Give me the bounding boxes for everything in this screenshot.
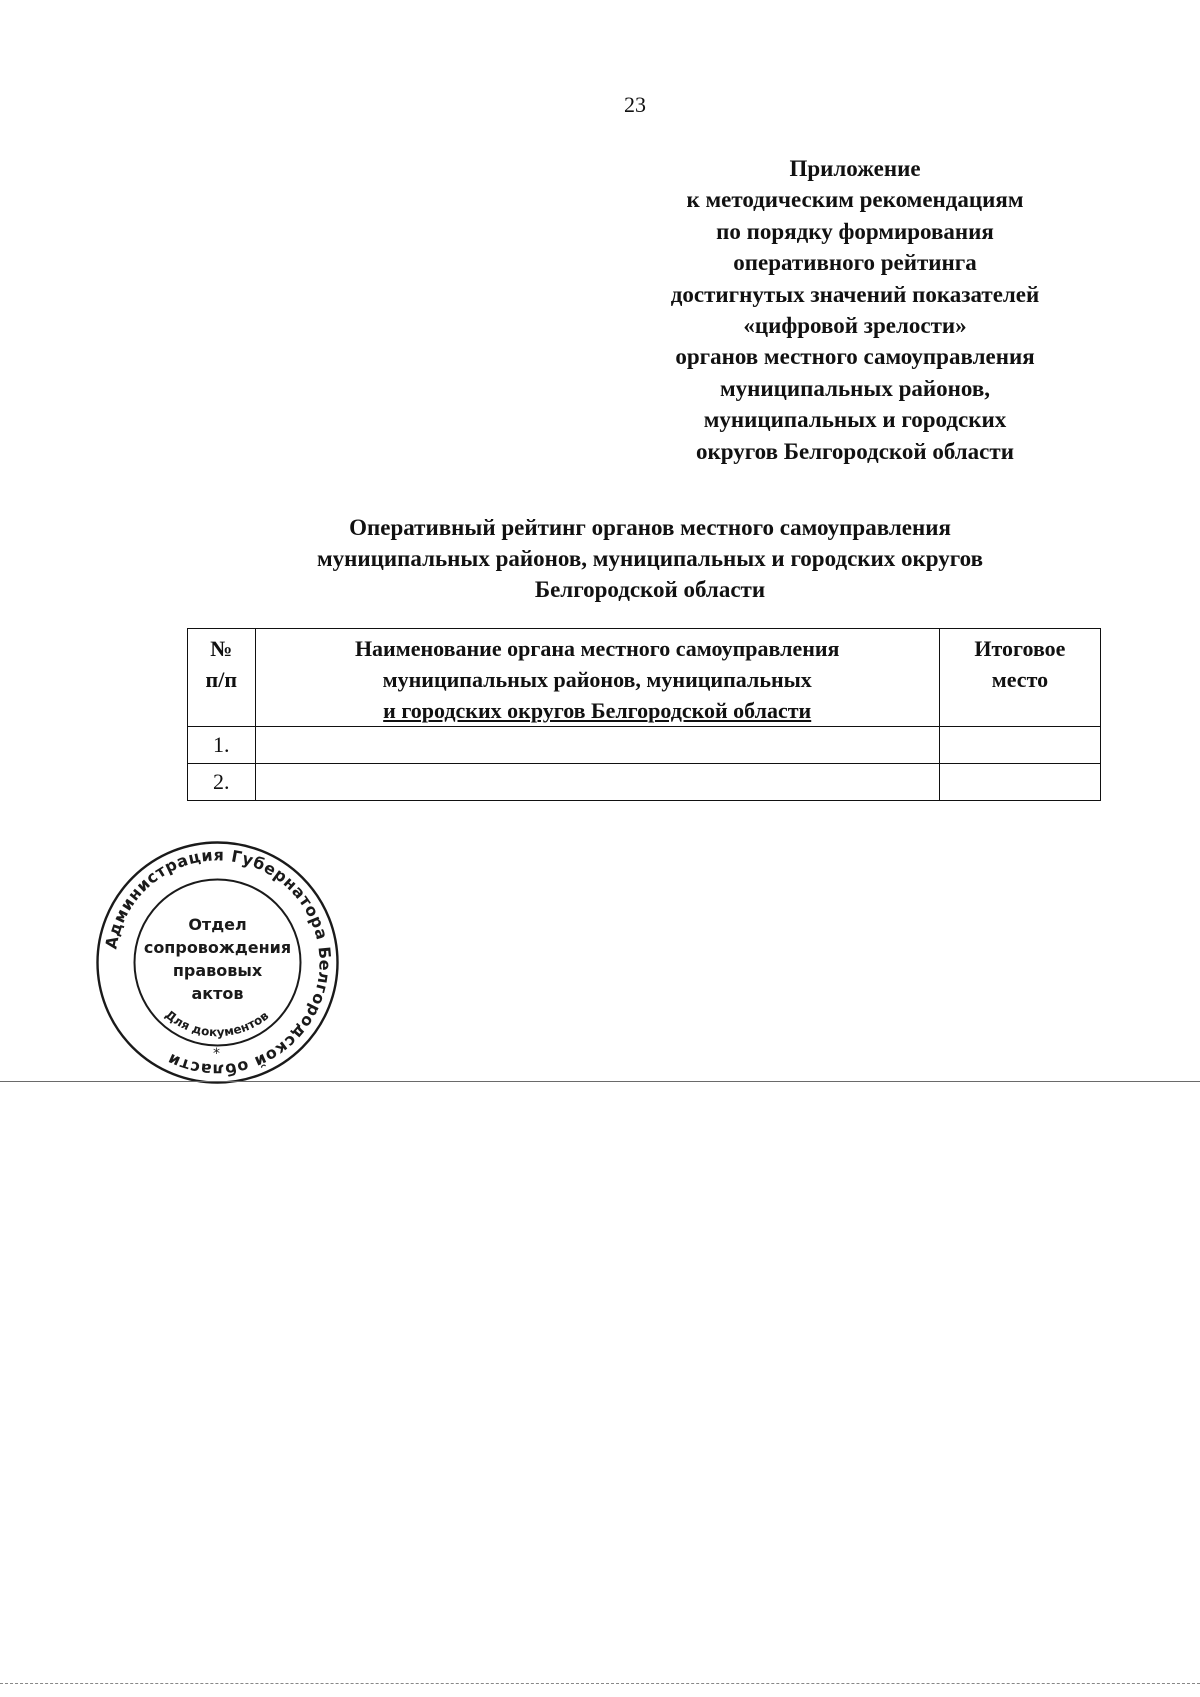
header-name-line: и городских округов Белгородской области — [383, 698, 812, 723]
header-num-line: № — [210, 636, 233, 661]
document-title — [150, 512, 1150, 605]
stamp-outer-text: Администрация Губернатора Белгородской области — [101, 845, 335, 1080]
table-header-row — [188, 629, 1101, 727]
stamp-inner-line: правовых — [172, 961, 263, 980]
official-stamp — [95, 840, 340, 1085]
appendix-line: «цифровой зрелости» — [743, 313, 967, 339]
rating-table — [187, 628, 1101, 801]
appendix-line: муниципальных и городских — [703, 407, 1007, 433]
row-place — [939, 727, 1100, 764]
header-num-line: п/п — [205, 667, 237, 692]
stamp-star: * — [213, 1046, 220, 1062]
appendix-line: к методическим рекомендациям — [686, 187, 1024, 213]
appendix-line: достигнутых значений показателей — [670, 281, 1040, 307]
table-row — [188, 764, 1101, 801]
stamp-graphic — [95, 840, 340, 1085]
appendix-line: муниципальных районов, — [719, 375, 991, 401]
row-num: 2. — [188, 764, 256, 801]
stamp-inner-line: Отдел — [188, 915, 247, 934]
header-place-line: Итоговое — [974, 636, 1066, 661]
appendix-line: округов Белгородской области — [696, 438, 1014, 464]
svg-text:Для документов — [162, 1007, 271, 1039]
appendix-line: Приложение — [789, 156, 921, 181]
scan-artifact-line — [0, 1081, 1200, 1082]
header-name — [255, 629, 939, 727]
header-num — [188, 629, 256, 727]
row-name — [255, 764, 939, 801]
stamp-inner-line: актов — [191, 984, 244, 1003]
title-line: Белгородской области — [534, 577, 766, 602]
row-place — [939, 764, 1100, 801]
stamp-bottom-text: Для документов — [162, 1007, 272, 1040]
table-row — [188, 727, 1101, 764]
stamp-inner-line: сопровождения — [143, 938, 292, 957]
header-place — [939, 629, 1100, 727]
row-num: 1. — [188, 727, 256, 764]
row-name — [255, 727, 939, 764]
appendix-line: по порядку формирования — [716, 218, 994, 244]
title-line: муниципальных районов, муниципальных и городских округов — [316, 546, 983, 571]
header-name-line: муниципальных районов, муниципальных — [382, 667, 812, 692]
appendix-heading — [620, 153, 1090, 467]
appendix-line: органов местного самоуправления — [675, 344, 1035, 370]
appendix-line: оперативного рейтинга — [733, 250, 977, 276]
page-number: 23 — [624, 92, 646, 117]
header-name-line: Наименование органа местного самоуправления — [354, 636, 840, 661]
scan-artifact-line — [0, 1683, 1200, 1684]
header-place-line: место — [991, 667, 1049, 692]
title-line: Оперативный рейтинг органов местного самоуправления — [349, 515, 951, 540]
